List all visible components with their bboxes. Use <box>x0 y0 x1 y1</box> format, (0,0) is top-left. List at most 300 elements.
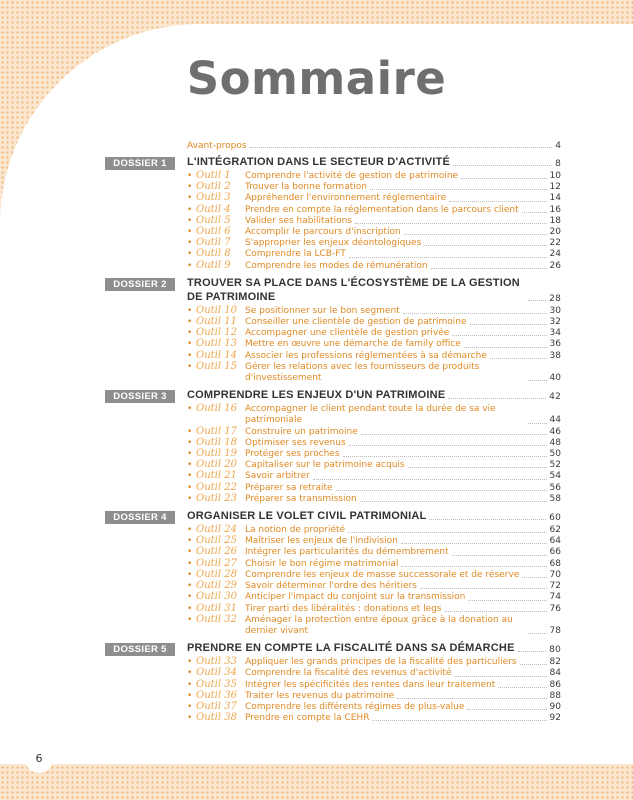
outil-label-row <box>245 657 561 668</box>
outil-entry[interactable] <box>105 227 561 238</box>
outil-number: Outil 14 <box>196 349 237 361</box>
outil-page: 90 <box>549 701 561 712</box>
outil-entry[interactable] <box>105 657 561 668</box>
bullet-icon: • <box>187 339 193 350</box>
outil-page: 64 <box>549 536 561 547</box>
outil-label: Choisir le bon régime matrimonial <box>245 558 399 569</box>
leader-dots <box>445 610 547 612</box>
leader-dots <box>397 697 546 699</box>
outil-label-row <box>245 581 561 592</box>
outil-label: Savoir arbitrer <box>245 471 310 482</box>
outil-number: Outil 8 <box>196 248 231 260</box>
outil-label-row <box>245 351 561 362</box>
leader-dots <box>453 164 552 166</box>
outil-label: Savoir déterminer l'ordre des héritiers <box>245 581 417 592</box>
page-title: Sommaire <box>186 52 447 105</box>
outil-entry[interactable] <box>105 261 561 272</box>
leader-dots <box>401 565 546 567</box>
outil-entry[interactable] <box>105 427 561 438</box>
dossier-list <box>105 155 561 724</box>
outil-page: 18 <box>549 215 561 226</box>
outil-entry[interactable] <box>105 362 561 384</box>
dossier-badge: DOSSIER 4 <box>105 511 175 524</box>
outil-page: 54 <box>549 471 561 482</box>
bullet-icon: • <box>187 404 193 415</box>
outil-number: Outil 25 <box>196 535 237 547</box>
dossier-title: L'INTÉGRATION DANS LE SECTEUR D'ACTIVITÉ <box>187 156 450 168</box>
outil-page: 44 <box>549 415 561 426</box>
outil-label: Valider ses habilitations <box>245 215 352 226</box>
outil-list <box>105 404 561 505</box>
leader-dots <box>528 299 546 301</box>
outil-page: 56 <box>549 482 561 493</box>
outil-label: Associer les professions réglementées à sa démarche <box>245 350 487 361</box>
outil-number: Outil 24 <box>196 524 237 536</box>
outil-entry[interactable] <box>105 680 561 691</box>
outil-number: Outil 30 <box>196 591 237 603</box>
outil-label-row <box>245 227 561 238</box>
outil-number: Outil 28 <box>196 568 237 580</box>
outil-label-row <box>245 193 561 204</box>
outil-label: Intégrer les particularités du démembrement <box>245 547 449 558</box>
bullet-icon: • <box>187 426 193 437</box>
outil-entry[interactable] <box>105 581 561 592</box>
outil-entry[interactable] <box>105 559 561 570</box>
outil-label: Comprendre la fiscalité des revenus d'activité <box>245 668 452 679</box>
leader-dots <box>464 346 547 348</box>
dossier-badge: DOSSIER 3 <box>105 390 175 403</box>
leader-dots <box>522 211 547 213</box>
outil-entry[interactable] <box>105 317 561 328</box>
bullet-icon: • <box>187 215 193 226</box>
outil-number: Outil 3 <box>196 192 231 204</box>
outil-number: Outil 33 <box>196 656 237 668</box>
dossier-heading[interactable] <box>105 276 561 304</box>
outil-number: Outil 15 <box>196 360 237 372</box>
outil-entry[interactable] <box>105 238 561 249</box>
outil-page: 36 <box>549 339 561 350</box>
outil-page: 62 <box>549 525 561 536</box>
bullet-icon: • <box>187 701 193 712</box>
dossier-title: COMPRENDRE LES ENJEUX D'UN PATRIMOINE <box>187 389 446 402</box>
outil-number: Outil 16 <box>196 403 237 415</box>
outil-label-row <box>245 171 561 182</box>
outil-page: 12 <box>549 182 561 193</box>
leader-dots <box>528 422 547 424</box>
outil-entry[interactable] <box>105 449 561 460</box>
outil-page: 46 <box>549 426 561 437</box>
outil-label-row <box>245 483 561 494</box>
outil-page: 26 <box>549 260 561 271</box>
outil-entry[interactable] <box>105 471 561 482</box>
bullet-icon: • <box>187 193 193 204</box>
outil-number: Outil 36 <box>196 689 237 701</box>
outil-entry[interactable] <box>105 536 561 547</box>
outil-label: S'approprier les enjeux déontologiques <box>245 238 422 249</box>
dossier-badge: DOSSIER 5 <box>105 643 175 656</box>
outil-label: Capitaliser sur le patrimoine acquis <box>245 460 405 471</box>
bullet-icon: • <box>187 328 193 339</box>
outil-label-row <box>245 182 561 193</box>
outil-number: Outil 1 <box>196 170 231 181</box>
page-number: 6 <box>25 745 53 773</box>
outil-label-row <box>245 536 561 547</box>
dossier-heading[interactable] <box>105 641 561 655</box>
outil-page: 10 <box>549 171 561 181</box>
bullet-icon: • <box>187 581 193 592</box>
outil-page: 30 <box>549 305 561 316</box>
outil-label-row <box>245 471 561 482</box>
outil-label: Comprendre l'activité de gestion de patrimoine <box>245 171 459 181</box>
outil-number: Outil 27 <box>196 557 237 569</box>
outil-number: Outil 29 <box>196 580 237 592</box>
outil-page: 82 <box>549 657 561 668</box>
outil-label: Optimiser ses revenus <box>245 437 346 448</box>
leader-dots <box>452 554 547 556</box>
leader-dots <box>403 312 547 314</box>
leader-dots <box>313 478 547 480</box>
outil-label: Accompagner le client pendant toute la durée de sa vie patrimoniale <box>245 404 496 426</box>
outil-entry[interactable] <box>105 668 561 679</box>
avant-propos-page: 4 <box>555 141 561 151</box>
dossier-title: PRENDRE EN COMPTE LA FISCALITÉ DANS SA DÉMARCHE <box>187 642 515 655</box>
dossier-title-row <box>187 388 561 402</box>
outil-number: Outil 17 <box>196 425 237 437</box>
outil-number: Outil 32 <box>196 613 237 625</box>
outil-list <box>105 171 561 272</box>
outil-label-row <box>245 668 561 679</box>
outil-entry[interactable] <box>105 351 561 362</box>
bullet-icon: • <box>187 350 193 361</box>
dossier-heading[interactable] <box>105 155 561 169</box>
bullet-icon: • <box>187 182 193 193</box>
outil-entry[interactable] <box>105 483 561 494</box>
leader-dots <box>336 489 547 491</box>
outil-page: 32 <box>549 317 561 328</box>
outil-page: 66 <box>549 547 561 558</box>
outil-label-row <box>245 547 561 558</box>
leader-dots <box>348 531 546 533</box>
leader-dots <box>404 233 547 235</box>
outil-label-row <box>245 592 561 603</box>
bullet-icon: • <box>187 569 193 580</box>
leader-dots <box>424 244 546 246</box>
bullet-icon: • <box>187 493 193 504</box>
bullet-icon: • <box>187 482 193 493</box>
bullet-icon: • <box>187 317 193 328</box>
outil-number: Outil 26 <box>196 546 237 558</box>
outil-entry[interactable] <box>105 570 561 581</box>
leader-dots <box>461 177 546 179</box>
outil-page: 78 <box>549 625 561 636</box>
outil-label: Accompagner une clientèle de gestion privée <box>245 328 450 339</box>
outil-label-row <box>245 494 561 505</box>
outil-entry[interactable] <box>105 713 561 724</box>
table-of-contents <box>105 136 561 724</box>
leader-dots <box>370 188 547 190</box>
outil-number: Outil 19 <box>196 448 237 460</box>
outil-label-row <box>245 328 561 339</box>
outil-label-row <box>245 249 561 260</box>
outil-label: Prendre en compte la CEHR <box>245 713 370 724</box>
leader-dots <box>528 632 547 634</box>
leader-dots <box>349 256 547 258</box>
outil-entry[interactable] <box>105 691 561 702</box>
outil-label: Tirer parti des libéralités : donations et legs <box>245 603 442 614</box>
avant-propos-label: Avant-propos <box>187 141 247 151</box>
outil-number: Outil 22 <box>196 481 237 493</box>
outil-label: Anticiper l'impact du conjoint sur la transmission <box>245 592 466 603</box>
outil-label: Trouver la bonne formation <box>245 182 367 193</box>
outil-entry[interactable] <box>105 438 561 449</box>
outil-page: 74 <box>549 592 561 603</box>
outil-page: 70 <box>549 569 561 580</box>
outil-label-row <box>245 438 561 449</box>
leader-dots <box>448 397 546 399</box>
outil-label-row <box>245 604 561 615</box>
outil-page: 52 <box>549 460 561 471</box>
bullet-icon: • <box>187 603 193 614</box>
leader-dots <box>455 675 547 677</box>
outil-page: 22 <box>549 238 561 249</box>
outil-page: 40 <box>549 373 561 384</box>
dossier-heading[interactable] <box>105 388 561 402</box>
bullet-icon: • <box>187 614 193 625</box>
outil-label-row <box>245 702 561 713</box>
outil-number: Outil 23 <box>196 492 237 504</box>
outil-entry[interactable] <box>105 171 561 182</box>
bullet-icon: • <box>187 713 193 724</box>
bullet-icon: • <box>187 305 193 316</box>
outil-number: Outil 13 <box>196 338 237 350</box>
leader-dots <box>522 576 546 578</box>
outil-label-row <box>245 525 561 536</box>
dossier-title-row <box>187 641 561 655</box>
leader-dots <box>518 650 547 652</box>
dossier-title: ORGANISER LE VOLET CIVIL PATRIMONIAL <box>187 510 427 523</box>
outil-page: 84 <box>549 668 561 679</box>
bullet-icon: • <box>187 171 193 181</box>
outil-label: Maîtriser les enjeux de l'indivision <box>245 536 398 547</box>
outil-entry[interactable] <box>105 328 561 339</box>
bullet-icon: • <box>187 592 193 603</box>
dossier-title-row <box>187 509 561 523</box>
outil-label: Comprendre la LCB-FT <box>245 249 346 260</box>
bullet-icon: • <box>187 437 193 448</box>
outil-label-row <box>245 559 561 570</box>
outil-entry[interactable] <box>105 592 561 603</box>
bullet-icon: • <box>187 249 193 260</box>
outil-page: 38 <box>549 350 561 361</box>
leader-dots <box>431 267 547 269</box>
outil-page: 88 <box>549 690 561 701</box>
outil-label-row <box>245 680 561 691</box>
outil-label: Intégrer les spécificités des rentes dans leur traitement <box>245 679 496 690</box>
outil-page: 76 <box>549 603 561 614</box>
outil-number: Outil 6 <box>196 226 231 238</box>
leader-dots <box>372 719 546 721</box>
outil-entry[interactable] <box>105 193 561 204</box>
outil-page: 24 <box>549 249 561 260</box>
outil-page: 48 <box>549 437 561 448</box>
outil-page: 16 <box>549 204 561 215</box>
leader-dots <box>470 323 547 325</box>
outil-label: Conseiller une clientèle de gestion de patrimoine <box>245 317 467 328</box>
outil-label: Accomplir le parcours d'inscription <box>245 227 401 238</box>
bullet-icon: • <box>187 260 193 271</box>
outil-page: 58 <box>549 493 561 504</box>
leader-dots <box>361 433 547 435</box>
leader-dots <box>349 444 547 446</box>
bullet-icon: • <box>187 679 193 690</box>
outil-entry[interactable] <box>105 494 561 505</box>
outil-number: Outil 35 <box>196 678 237 690</box>
bullet-icon: • <box>187 525 193 536</box>
leader-dots <box>420 587 547 589</box>
outil-entry[interactable] <box>105 525 561 536</box>
outil-entry[interactable] <box>105 702 561 713</box>
bullet-icon: • <box>187 361 193 372</box>
dossier-section <box>105 388 561 505</box>
outil-page: 72 <box>549 581 561 592</box>
outil-number: Outil 12 <box>196 327 237 339</box>
outil-list <box>105 657 561 724</box>
bullet-icon: • <box>187 449 193 460</box>
outil-label-row <box>245 460 561 471</box>
leader-dots <box>401 542 547 544</box>
outil-label-row <box>245 713 561 724</box>
dossier-section <box>105 509 561 637</box>
outil-number: Outil 34 <box>196 667 237 679</box>
outil-number: Outil 2 <box>196 181 231 193</box>
dossier-page: 80 <box>549 645 561 656</box>
outil-label: Préparer sa transmission <box>245 493 357 504</box>
outil-entry[interactable] <box>105 216 561 227</box>
outil-label-row <box>245 306 561 317</box>
outil-page: 68 <box>549 558 561 569</box>
outil-entry[interactable] <box>105 604 561 615</box>
bullet-icon: • <box>187 204 193 215</box>
outil-label-row <box>245 317 561 328</box>
dossier-title: TROUVER SA PLACE DANS L'ÉCOSYSTÈME DE LA GESTION DE PATRIMOINE <box>187 276 520 303</box>
outil-label: Aménager la protection entre époux grâce à la donation au dernier vivant <box>245 614 513 636</box>
dossier-title-row <box>187 276 561 304</box>
outil-label-row <box>245 238 561 249</box>
outil-label: La notion de propriété <box>245 525 346 536</box>
dossier-page: 8 <box>555 159 561 169</box>
outil-page: 50 <box>549 449 561 460</box>
outil-label: Préparer sa retraite <box>245 482 333 493</box>
dossier-page: 60 <box>549 513 561 524</box>
leader-dots <box>355 222 547 224</box>
dossier-badge: DOSSIER 2 <box>105 278 175 291</box>
dossier-heading[interactable] <box>105 509 561 523</box>
outil-label-row <box>245 362 561 384</box>
outil-label-row <box>245 216 561 227</box>
outil-page: 34 <box>549 328 561 339</box>
outil-label: Comprendre les modes de rémunération <box>245 260 428 271</box>
leader-dots <box>452 334 546 336</box>
bullet-icon: • <box>187 558 193 569</box>
dossier-section <box>105 641 561 724</box>
outil-entry[interactable] <box>105 306 561 317</box>
outil-number: Outil 7 <box>196 237 231 249</box>
outil-number: Outil 18 <box>196 436 237 448</box>
dossier-page: 28 <box>549 293 561 304</box>
leader-dots <box>498 686 546 688</box>
leader-dots <box>449 200 546 202</box>
outil-entry[interactable] <box>105 547 561 558</box>
leader-dots <box>343 455 547 457</box>
outil-number: Outil 31 <box>196 602 237 614</box>
outil-label: Protéger ses proches <box>245 449 340 460</box>
outil-page: 20 <box>549 227 561 238</box>
outil-entry[interactable] <box>105 182 561 193</box>
outil-label: Comprendre les différents régimes de plus-value <box>245 701 465 712</box>
outil-label: Comprendre les enjeux de masse successorale et de réserve <box>245 569 520 580</box>
outil-label-row <box>245 404 561 426</box>
outil-label-row <box>245 261 561 272</box>
outil-number: Outil 10 <box>196 304 237 316</box>
outil-number: Outil 21 <box>196 470 237 482</box>
outil-label: Mettre en œuvre une démarche de family office <box>245 339 461 350</box>
bullet-icon: • <box>187 690 193 701</box>
outil-label-row <box>245 339 561 350</box>
bullet-icon: • <box>187 536 193 547</box>
outil-entry[interactable] <box>105 339 561 350</box>
outil-label: Traiter les revenus du patrimoine <box>245 690 395 701</box>
outil-list <box>105 306 561 384</box>
outil-page: 14 <box>549 193 561 204</box>
outil-entry[interactable] <box>105 615 561 637</box>
outil-label: Se positionner sur le bon segment <box>245 305 400 316</box>
leader-dots <box>468 599 546 601</box>
leader-dots <box>528 379 547 381</box>
outil-label: Appliquer les grands principes de la fiscalité des particuliers <box>245 657 517 668</box>
outil-number: Outil 20 <box>196 459 237 471</box>
outil-entry[interactable] <box>105 460 561 471</box>
dossier-section <box>105 276 561 384</box>
bullet-icon: • <box>187 668 193 679</box>
dossier-badge: DOSSIER 1 <box>105 157 175 170</box>
outil-number: Outil 11 <box>196 316 237 328</box>
outil-list <box>105 525 561 637</box>
dossier-title-row <box>187 155 561 169</box>
dossier-section <box>105 155 561 272</box>
outil-label-row <box>245 449 561 460</box>
dossier-page: 42 <box>549 392 561 403</box>
outil-page: 86 <box>549 679 561 690</box>
leader-dots <box>360 500 547 502</box>
outil-number: Outil 5 <box>196 214 231 226</box>
bullet-icon: • <box>187 657 193 668</box>
outil-label: Appréhender l'environnement réglementaire <box>245 193 447 204</box>
outil-label: Prendre en compte la réglementation dans le parcours client <box>245 204 519 215</box>
leader-dots <box>429 518 546 520</box>
leader-dots <box>467 708 546 710</box>
outil-entry[interactable] <box>105 249 561 260</box>
leader-dots <box>250 146 553 148</box>
outil-number: Outil 38 <box>196 712 237 724</box>
outil-label-row <box>245 570 561 581</box>
avant-propos-entry[interactable] <box>105 136 561 151</box>
outil-entry[interactable] <box>105 205 561 216</box>
bullet-icon: • <box>187 460 193 471</box>
outil-entry[interactable] <box>105 404 561 426</box>
leader-dots <box>520 663 547 665</box>
outil-label: Construire un patrimoine <box>245 426 358 437</box>
outil-page: 92 <box>549 713 561 724</box>
